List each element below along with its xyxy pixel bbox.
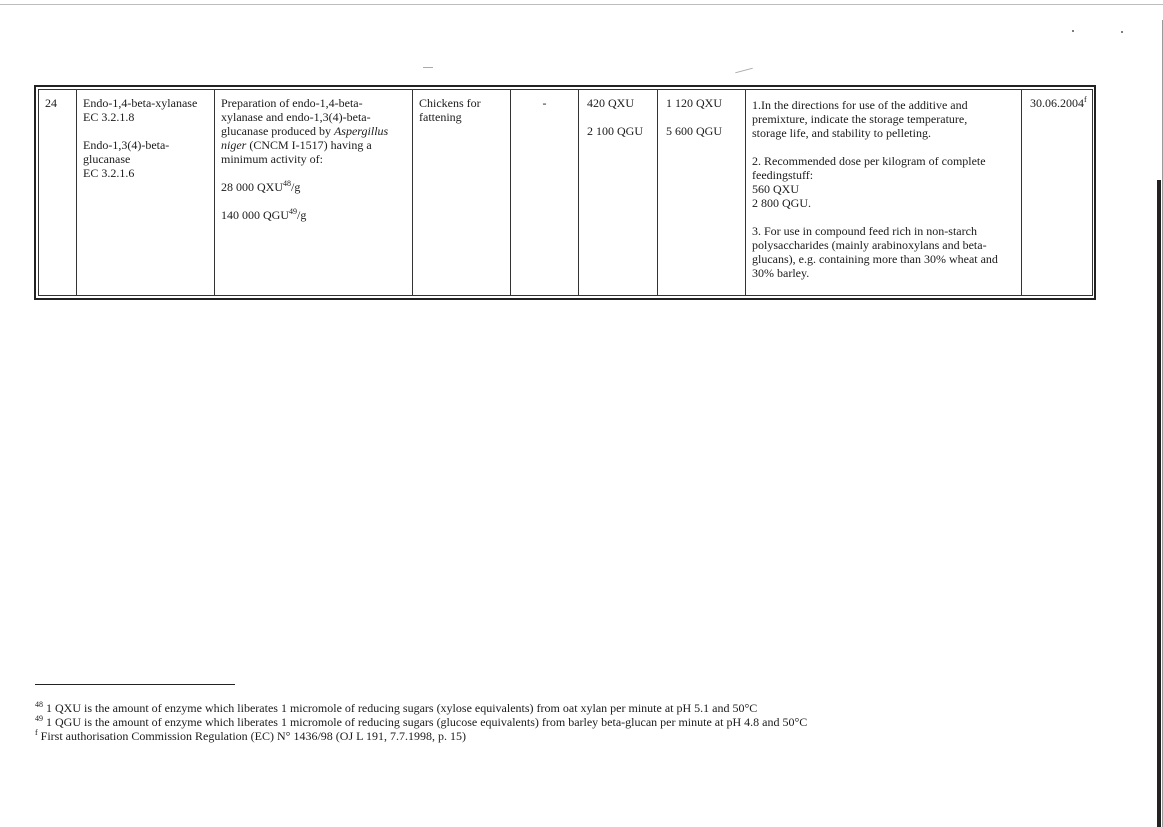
row-number: 24 <box>45 96 57 110</box>
scan-top-edge <box>0 4 1163 5</box>
species-cell <box>413 90 511 296</box>
composition-cell <box>215 90 413 296</box>
activity-glucanase: 140 000 QGU$^{49}$/g <box>221 207 307 222</box>
additives-table <box>38 89 1093 296</box>
footnote-ref-48: 48 <box>283 179 291 188</box>
scan-mark <box>423 67 433 68</box>
organism-name: Aspergillus <box>333 124 389 138</box>
scan-speck <box>1121 31 1123 33</box>
authorisation-cell <box>1022 90 1093 296</box>
additive-name-2a: Endo-1,3(4)-beta- <box>83 138 170 152</box>
composition-line: niger (CNCM I-1517) having a <box>221 138 372 152</box>
footnote-48: $^{48}$ 1 QXU is the amount of enzyme which liberates 1 micromole of reducing sugars (xylose equivalents) from oat xylan per minute at pH 5.1 and 50°C <box>35 700 758 715</box>
additive-ec-1: EC 3.2.1.8 <box>83 110 135 124</box>
provisions-cell <box>746 90 1022 296</box>
composition-line: minimum activity of: <box>221 152 323 166</box>
additive-ec-2: EC 3.2.1.6 <box>83 166 135 180</box>
authorisation-date: 30.06.2004 <box>1030 96 1084 110</box>
composition-line: xylanase and endo-1,3(4)-beta- <box>221 110 371 124</box>
activity-xylanase: 28 000 QXU$^{48}$/g <box>221 179 301 194</box>
footnote-49: $^{49}$ 1 QGU is the amount of enzyme which liberates 1 micromole of reducing sugars (glucose equivalents) from barley beta-glucan per minute at pH 4.8 and 50°C <box>35 714 808 729</box>
footnote-ref-f: f <box>1084 95 1087 104</box>
footnote-ref-49: 49 <box>289 207 297 216</box>
organism-name: niger <box>221 138 247 152</box>
scan-speck <box>1072 30 1074 32</box>
scan-right-edge <box>1157 180 1161 827</box>
min-content-xylanase: 420 QXU <box>587 96 634 110</box>
provision-3: 3. For use in compound feed rich in non-starch polysaccharides (mainly arabinoxylans and beta- glucans), e.g. containing more than 30% wheat and 30% barley. <box>752 224 998 280</box>
max-age-cell <box>511 90 579 296</box>
footnote-separator <box>35 684 235 685</box>
additive-cell <box>77 90 215 296</box>
footnote-f: $^f$ First authorisation Commission Regulation (EC) N° 1436/98 (OJ L 191, 7.7.1998, p. 15) <box>35 728 467 743</box>
composition-line: Preparation of endo-1,4-beta- <box>221 96 363 110</box>
additive-name-2b: glucanase <box>83 152 131 166</box>
provision-2: 2. Recommended dose per kilogram of complete feedingstuff: 560 QXU 2 800 QGU. <box>752 154 986 210</box>
species-line: Chickens for <box>419 96 481 110</box>
composition-line: glucanase produced by Aspergillus <box>221 124 389 138</box>
species-line: fattening <box>419 110 462 124</box>
additive-name-1: Endo-1,4-beta-xylanase <box>83 96 198 110</box>
max-content-cell <box>658 90 746 296</box>
min-content-cell <box>579 90 658 296</box>
max-content-xylanase: 1 120 QXU <box>666 96 722 110</box>
additives-table-frame <box>34 85 1096 300</box>
max-content-glucanase: 5 600 QGU <box>666 124 722 138</box>
scan-mark <box>735 68 753 74</box>
min-content-glucanase: 2 100 QGU <box>587 124 643 138</box>
footnotes <box>35 701 935 743</box>
table-row <box>39 90 1093 296</box>
provision-1: 1.In the directions for use of the additive and premixture, indicate the storage temperature, storage life, and stability to pelleting. <box>752 98 968 140</box>
row-number-cell <box>39 90 77 296</box>
max-age: - <box>542 96 547 110</box>
